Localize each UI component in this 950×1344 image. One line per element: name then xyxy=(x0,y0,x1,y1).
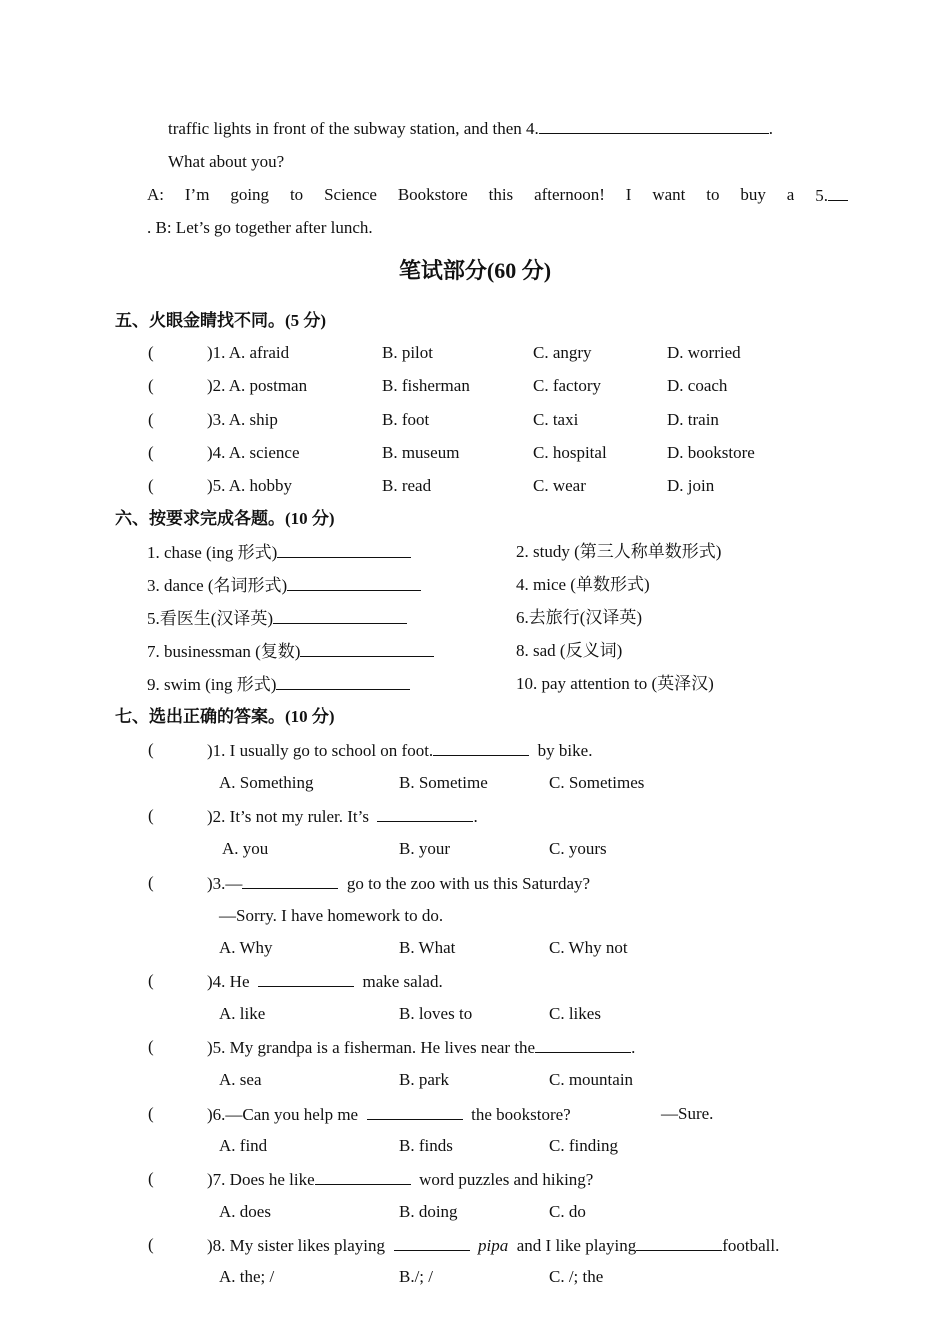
question-5 xyxy=(207,1036,635,1059)
section-6-item-6: 6.去旅行(汉译英) xyxy=(516,608,643,627)
answer-paren[interactable]: ( xyxy=(148,1235,154,1254)
section-5-title: 五、火眼金睛找不同。(5 分) xyxy=(115,311,327,330)
answer-blank[interactable] xyxy=(276,673,410,690)
listening-line-4: . B: Let’s go together after lunch. xyxy=(147,218,373,237)
word: to xyxy=(289,185,304,204)
question-text: )2. It’s not my ruler. It’s xyxy=(207,807,369,826)
item-text: 1. chase (ing 形式) xyxy=(147,543,278,562)
question-text: )1. I usually go to school on foot. xyxy=(207,741,434,760)
question-text: . xyxy=(473,807,478,826)
option-c: C. do xyxy=(549,1202,586,1221)
word: afternoon! xyxy=(534,185,605,204)
option-b: B. museum xyxy=(382,443,460,462)
option-d: D. train xyxy=(667,410,719,429)
option-a: )1. A. afraid xyxy=(207,343,290,362)
word-with-blank xyxy=(815,184,848,207)
option-c: C. wear xyxy=(533,476,586,495)
answer-blank[interactable] xyxy=(394,1234,470,1251)
option-a: A. Something xyxy=(219,773,314,792)
question-text: )6.—Can you help me xyxy=(207,1105,359,1124)
answer-paren[interactable]: ( xyxy=(148,1104,154,1123)
answer-blank[interactable] xyxy=(539,117,769,134)
option-a: A. find xyxy=(219,1136,268,1155)
option-a: )4. A. science xyxy=(207,443,300,462)
answer-paren[interactable]: ( xyxy=(148,443,154,462)
answer-paren[interactable]: ( xyxy=(148,376,154,395)
listening-line-2: What about you? xyxy=(168,152,285,171)
option-b: B. foot xyxy=(382,410,430,429)
section-6-item-5 xyxy=(147,607,407,630)
option-d: D. worried xyxy=(667,343,741,362)
option-b: B. read xyxy=(382,476,432,495)
question-text: )5. My grandpa is a fisherman. He lives near the xyxy=(207,1038,536,1057)
option-c: C. taxi xyxy=(533,410,579,429)
answer-blank[interactable] xyxy=(377,805,473,822)
section-6-item-4: 4. mice (单数形式) xyxy=(516,575,650,594)
question-3 xyxy=(207,872,590,895)
question-text: the bookstore? xyxy=(471,1105,571,1124)
section-7-title: 七、选出正确的答案。(10 分) xyxy=(115,707,335,726)
section-6-item-9 xyxy=(147,673,410,696)
word: this xyxy=(488,185,514,204)
answer-paren[interactable]: ( xyxy=(148,476,154,495)
question-text: )8. My sister likes playing xyxy=(207,1236,386,1255)
answer-blank[interactable] xyxy=(277,541,411,558)
option-a: A. Why xyxy=(219,938,273,957)
question-text: word puzzles and hiking? xyxy=(419,1170,594,1189)
section-6-item-1 xyxy=(147,541,411,564)
question-text: by bike. xyxy=(537,741,593,760)
listening-line-1-text: traffic lights in front of the subway station, and then 4. xyxy=(168,119,539,138)
answer-blank[interactable] xyxy=(535,1036,631,1053)
item-text: 7. businessman (复数) xyxy=(147,642,301,661)
option-a: A. does xyxy=(219,1202,271,1221)
option-c: C. mountain xyxy=(549,1070,634,1089)
item-text: 3. dance (名词形式) xyxy=(147,576,288,595)
option-c: C. finding xyxy=(549,1136,618,1155)
option-c: C. hospital xyxy=(533,443,607,462)
option-b: B. Sometime xyxy=(399,773,488,792)
section-6-item-2: 2. study (第三人称单数形式) xyxy=(516,542,722,561)
question-2 xyxy=(207,805,478,828)
option-c: C. angry xyxy=(533,343,592,362)
option-c: C. yours xyxy=(549,839,607,858)
option-b: B. loves to xyxy=(399,1004,473,1023)
answer-paren[interactable]: ( xyxy=(148,971,154,990)
option-d: D. bookstore xyxy=(667,443,755,462)
option-c: C. Why not xyxy=(549,938,628,957)
question-6-reply: —Sure. xyxy=(661,1104,714,1123)
option-a: A. sea xyxy=(219,1070,262,1089)
section-6-title: 六、按要求完成各题。(10 分) xyxy=(115,509,335,528)
option-b: B. pilot xyxy=(382,343,434,362)
word: going xyxy=(230,185,270,204)
question-text: )7. Does he like xyxy=(207,1170,315,1189)
written-part-title: 笔试部分(60 分) xyxy=(398,258,552,283)
word: want xyxy=(652,185,686,204)
answer-blank[interactable] xyxy=(300,640,434,657)
question-3-reply: —Sorry. I have homework to do. xyxy=(219,906,444,925)
question-text: . xyxy=(631,1038,636,1057)
word: buy xyxy=(740,185,766,204)
option-b: B. park xyxy=(399,1070,450,1089)
answer-paren[interactable]: ( xyxy=(148,410,154,429)
answer-blank[interactable] xyxy=(367,1103,463,1120)
option-b: B./; / xyxy=(399,1267,434,1286)
question-text: go to the zoo with us this Saturday? xyxy=(346,874,591,893)
word: I’m xyxy=(184,185,210,204)
option-c: C. factory xyxy=(533,376,601,395)
option-c: C. /; the xyxy=(549,1267,604,1286)
answer-blank[interactable] xyxy=(258,970,354,987)
option-d: D. coach xyxy=(667,376,728,395)
option-a: A. like xyxy=(219,1004,266,1023)
word: 5. xyxy=(815,186,828,205)
answer-blank[interactable] xyxy=(315,1168,411,1185)
italic-word: pipa xyxy=(478,1236,509,1255)
option-a: A. you xyxy=(222,839,269,858)
question-7 xyxy=(207,1168,593,1191)
question-text: and I like playing xyxy=(516,1236,637,1255)
section-6-item-10: 10. pay attention to (英泽汉) xyxy=(516,674,714,693)
question-text: football. xyxy=(722,1236,780,1255)
option-b: B. doing xyxy=(399,1202,458,1221)
answer-paren[interactable]: ( xyxy=(148,343,154,362)
answer-blank[interactable] xyxy=(273,607,407,624)
answer-blank[interactable] xyxy=(636,1234,722,1251)
word: a xyxy=(786,185,795,204)
answer-blank[interactable] xyxy=(287,574,421,591)
option-a: )5. A. hobby xyxy=(207,476,292,495)
word: A: xyxy=(147,185,164,204)
option-a: )3. A. ship xyxy=(207,410,278,429)
question-text: make salad. xyxy=(362,972,443,991)
question-6 xyxy=(207,1103,571,1126)
question-4 xyxy=(207,970,443,993)
question-8 xyxy=(207,1234,779,1257)
answer-blank[interactable] xyxy=(242,872,338,889)
word: Science xyxy=(324,185,377,204)
option-c: C. likes xyxy=(549,1004,601,1023)
section-6-item-7 xyxy=(147,640,434,663)
answer-paren[interactable]: ( xyxy=(148,873,154,892)
option-d: D. join xyxy=(667,476,715,495)
answer-paren[interactable]: ( xyxy=(148,1169,154,1188)
option-a: A. the; / xyxy=(219,1267,275,1286)
option-b: B. What xyxy=(399,938,456,957)
listening-line-1 xyxy=(168,117,773,140)
listening-line-1-end: . xyxy=(768,119,774,138)
item-text: 9. swim (ing 形式) xyxy=(147,675,277,694)
item-text: 5.看医生(汉译英) xyxy=(147,609,274,628)
answer-blank[interactable] xyxy=(433,739,529,756)
answer-paren[interactable]: ( xyxy=(148,740,154,759)
question-text: )4. He xyxy=(207,972,250,991)
option-b: B. finds xyxy=(399,1136,453,1155)
section-6-item-8: 8. sad (反义词) xyxy=(516,641,623,660)
option-b: B. your xyxy=(399,839,450,858)
answer-blank[interactable] xyxy=(828,184,848,201)
question-1 xyxy=(207,739,592,762)
word: Bookstore xyxy=(397,185,468,204)
word: I xyxy=(625,185,632,204)
question-text: )3.— xyxy=(207,874,243,893)
listening-line-3 xyxy=(147,184,848,207)
word: to xyxy=(706,185,720,204)
answer-paren[interactable]: ( xyxy=(148,806,154,825)
answer-paren[interactable]: ( xyxy=(148,1037,154,1056)
option-a: )2. A. postman xyxy=(207,376,308,395)
section-6-item-3 xyxy=(147,574,421,597)
option-c: C. Sometimes xyxy=(549,773,645,792)
option-b: B. fisherman xyxy=(382,376,470,395)
